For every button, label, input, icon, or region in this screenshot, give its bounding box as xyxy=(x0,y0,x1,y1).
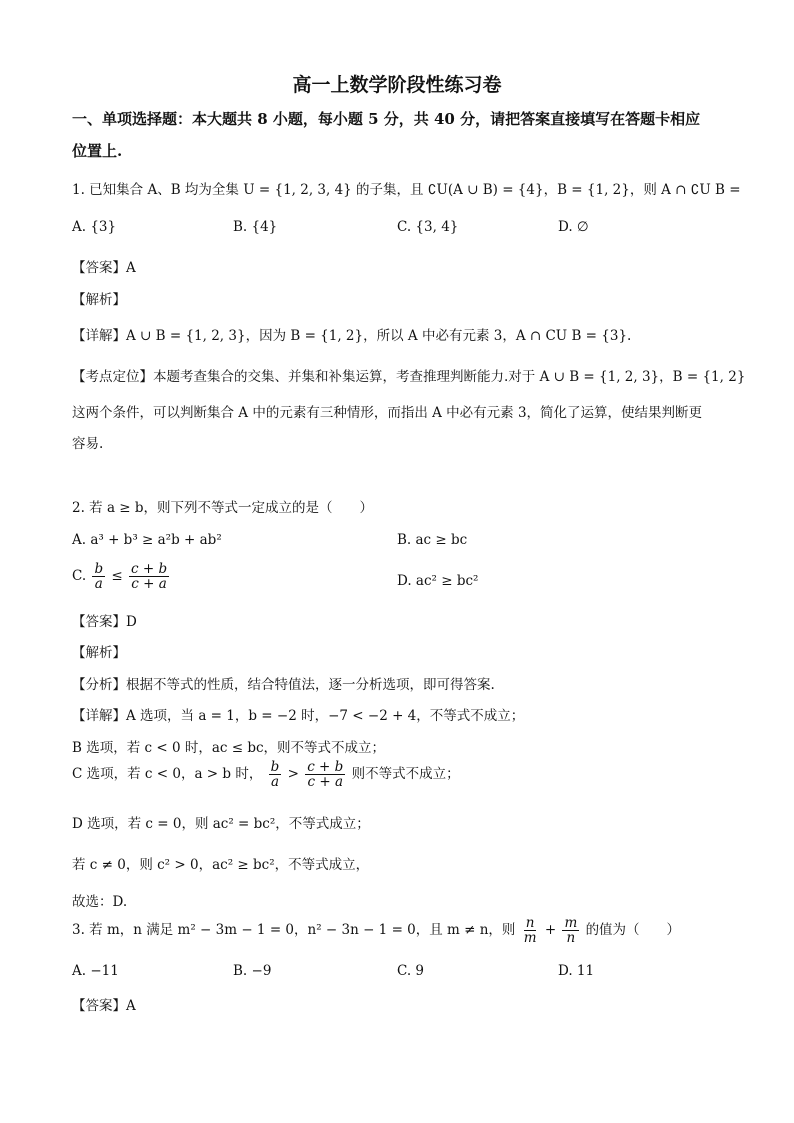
q1-option-a: A. {3} xyxy=(72,219,117,235)
q2-option-c-right-fraction xyxy=(129,562,169,591)
fraction-numerator: c + b xyxy=(131,561,168,577)
q2-option-c-label: C. xyxy=(72,568,87,585)
q3-option-d: D. 11 xyxy=(558,963,595,979)
fraction-denominator: m xyxy=(523,930,537,947)
q2-option-c-left-fraction xyxy=(92,562,105,591)
fraction-denominator: a xyxy=(94,576,103,593)
q1-option-c: C. {3, 4} xyxy=(397,219,459,235)
q2-detail-c-left-fraction xyxy=(269,760,282,789)
q3-stem-suffix: 的值为（ ） xyxy=(585,922,681,939)
q1-stem: 1. 已知集合 A、B 均为全集 U = {1, 2, 3, 4} 的子集，且 ∁U(A ∪ B) = {4}，B = {1, 2}，则 A ∩ ∁U B = xyxy=(72,182,741,198)
q1-kaodian-line1: 【考点定位】本题考查集合的交集、并集和补集运算，考查推理判断能力.对于 A ∪ B = {1, 2, 3}，B = {1, 2} xyxy=(72,369,746,385)
fraction-denominator: n xyxy=(566,930,576,947)
fraction-numerator: b xyxy=(270,759,280,775)
q3-option-b: B. −9 xyxy=(233,963,272,979)
q2-detail-c-suffix: 则不等式不成立； xyxy=(351,766,460,783)
q2-detail-c-right-fraction xyxy=(305,760,345,789)
fraction-numerator: c + b xyxy=(307,759,344,775)
section-heading-line2: 位置上. xyxy=(72,142,123,160)
q3-option-a: A. −11 xyxy=(72,963,119,979)
q3-fraction-n-over-m xyxy=(522,916,539,945)
q1-detail: 【详解】A ∪ B = {1, 2, 3}，因为 B = {1, 2}，所以 A 中必有元素 3，A ∩ CU B = {3}. xyxy=(72,328,632,344)
q2-option-b: B. ac ≥ bc xyxy=(397,532,468,548)
q1-answer: 【答案】A xyxy=(72,260,136,276)
q1-kaodian-line2: 这两个条件，可以判断集合 A 中的元素有三种情形，而指出 A 中必有元素 3，简化了运算，使结果判断更 xyxy=(72,405,703,421)
q2-option-a: A. a³ + b³ ≥ a²b + ab² xyxy=(72,532,222,548)
q3-stem xyxy=(72,916,680,945)
fraction-denominator: c + a xyxy=(131,576,167,593)
q2-detail-c-operator: > xyxy=(287,766,299,783)
q3-answer: 【答案】A xyxy=(72,998,136,1014)
q2-detail-e: 若 c ≠ 0，则 c² > 0，ac² ≥ bc²，不等式成立， xyxy=(72,857,370,873)
fraction-denominator: c + a xyxy=(307,774,344,791)
q3-option-c: C. 9 xyxy=(397,963,425,979)
q2-detail-a: 【详解】A 选项，当 a = 1，b = −2 时，−7 < −2 + 4，不等式不成立； xyxy=(72,708,525,724)
fraction-numerator: b xyxy=(94,561,104,577)
fraction-numerator: m xyxy=(564,915,578,931)
q2-stem: 2. 若 a ≥ b，则下列不等式一定成立的是（ ） xyxy=(72,500,374,516)
q2-fenxi: 【分析】根据不等式的性质，结合特值法，逐一分析选项，即可得答案. xyxy=(72,677,495,693)
q2-analysis-label: 【解析】 xyxy=(72,645,126,661)
fraction-numerator: n xyxy=(525,915,535,931)
q2-detail-d: D 选项，若 c = 0，则 ac² = bc²，不等式成立； xyxy=(72,816,370,832)
q1-option-b: B. {4} xyxy=(233,219,278,235)
q2-conclusion: 故选：D. xyxy=(72,894,128,910)
q2-option-c-operator: ≤ xyxy=(111,568,123,585)
q1-option-d: D. ∅ xyxy=(558,219,589,235)
fraction-denominator: a xyxy=(270,774,279,791)
q2-detail-c xyxy=(72,760,460,789)
q2-detail-b: B 选项，若 c < 0 时，ac ≤ bc，则不等式不成立； xyxy=(72,740,386,756)
q3-plus-sign: + xyxy=(544,922,557,939)
q2-answer: 【答案】D xyxy=(72,614,137,630)
q1-kaodian-line3: 容易. xyxy=(72,436,104,452)
q1-analysis-label: 【解析】 xyxy=(72,292,126,308)
q3-stem-prefix: 3. 若 m，n 满足 m² − 3m − 1 = 0，n² − 3n − 1 = 0，且 m ≠ n，则 xyxy=(72,922,516,939)
page-title: 高一上数学阶段性练习卷 xyxy=(292,74,502,96)
q2-option-c xyxy=(72,562,171,591)
q2-option-d: D. ac² ≥ bc² xyxy=(397,573,479,589)
q2-detail-c-prefix: C 选项，若 c < 0，a > b 时， xyxy=(72,766,263,783)
q3-fraction-m-over-n xyxy=(562,916,579,945)
section-heading-line1: 一、单项选择题：本大题共 8 小题，每小题 5 分，共 40 分，请把答案直接填写在答题卡相应 xyxy=(72,110,701,128)
